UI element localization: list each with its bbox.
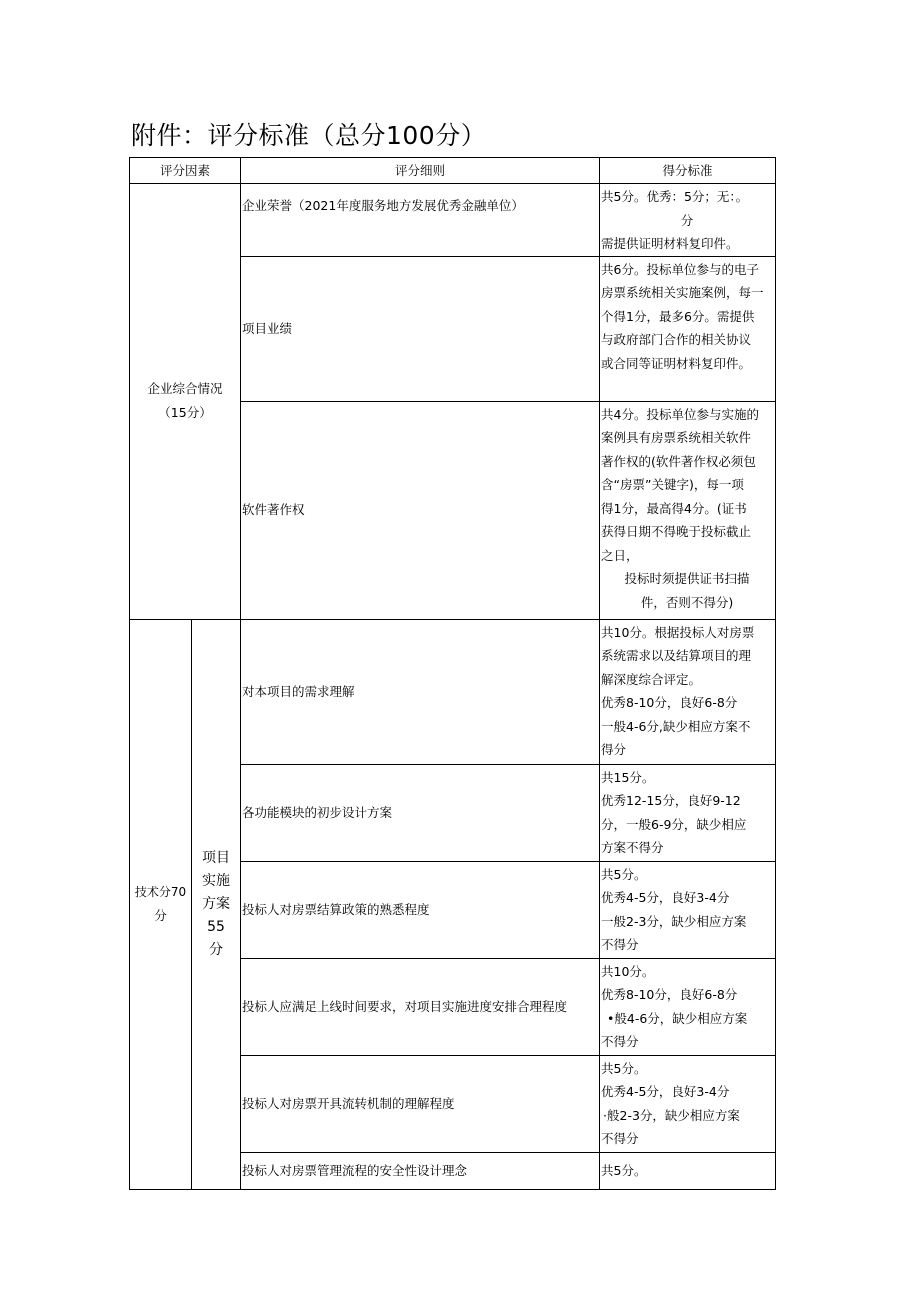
score-cell [600, 764, 776, 861]
subcategory-line: 方案 [202, 895, 230, 912]
score-line: 优秀4-5分，良好3-4分 [601, 1084, 730, 1099]
score-line: 或合同等证明材料复印件。 [601, 355, 752, 371]
header-standard: 得分标准 [600, 158, 776, 184]
score-line: 共4分。投标单位参与实施的 [601, 406, 759, 422]
score-line: 需提供证明材料复印件。 [601, 236, 739, 251]
detail-cell: 软件著作权 [241, 401, 600, 619]
detail-cell: 各功能模块的初步设计方案 [241, 764, 600, 861]
detail-cell: 对本项目的需求理解 [241, 619, 600, 764]
score-line: 房票系统相关实施案例，每一 [601, 285, 764, 300]
category-cell-enterprise [130, 184, 241, 620]
detail-cell: 投标人对房票开具流转机制的理解程度 [241, 1055, 600, 1152]
score-line: 得分 [601, 742, 627, 757]
category-label: 企业综合情况 [147, 381, 223, 397]
score-cell [600, 861, 776, 958]
detail-cell: 投标人对房票管理流程的安全性设计理念 [241, 1152, 600, 1189]
score-line: 投标时须提供证书扫描 [624, 571, 750, 586]
table-row [130, 184, 776, 257]
scoring-table [129, 157, 776, 1190]
score-cell [600, 958, 776, 1055]
page-title: 附件：评分标准（总分100分） [131, 121, 487, 150]
score-line: 系统需求以及结算项目的理 [601, 648, 752, 663]
score-line: 优秀12-15分，良好9-12 [601, 793, 741, 808]
score-line: 分，一般6-9分，缺少相应 [601, 816, 747, 832]
score-line: 案例具有房票系统相关软件 [601, 430, 752, 445]
score-line: 优秀8-10分，良好6-8分 [601, 987, 738, 1002]
score-line: 含“房票”关键字)，每一项 [601, 477, 744, 492]
subcategory-line: 项目 [202, 849, 230, 866]
category-unit: 分 [154, 908, 167, 923]
score-line: 一般4-6分,缺少相应方案不 [601, 718, 751, 734]
category-cell-technical [130, 619, 192, 1189]
score-cell [600, 1055, 776, 1152]
score-line: 著作权的(软件著作权必须包 [601, 453, 756, 469]
subcategory-line: 55 [207, 918, 225, 935]
score-line: 共10分。根据投标人对房票 [601, 624, 755, 640]
detail-cell: 投标人对房票结算政策的熟悉程度 [241, 861, 600, 958]
score-cell [600, 401, 776, 619]
score-line: 共5分。优秀：5分；无：。 [601, 189, 749, 204]
score-line: 共15分。 [601, 769, 655, 785]
score-line: 不得分 [601, 1131, 639, 1146]
score-line: 共6分。投标单位参与的电子 [601, 261, 759, 277]
score-line: 共5分。 [601, 866, 647, 882]
header-factor: 评分因素 [130, 158, 241, 184]
score-line: 与政府部门合作的相关协议 [601, 332, 752, 347]
score-line: 共5分。 [601, 1060, 647, 1076]
score-line: 个得1分，最多6分。需提供 [601, 308, 755, 324]
score-line: 分 [680, 212, 694, 228]
score-line: 解深度综合评定。 [601, 671, 702, 687]
score-line: 一般2-3分，缺少相应方案 [601, 913, 747, 929]
score-line: •般4-6分，缺少相应方案 [607, 1010, 748, 1026]
score-line: 件，否则不得分) [640, 594, 734, 610]
score-line: 获得日期不得晚于投标截止 [601, 524, 752, 539]
table-row [130, 619, 776, 764]
subcategory-line: 分 [209, 941, 223, 958]
score-line: 不得分 [601, 1034, 639, 1049]
score-line: 共10分。 [601, 963, 655, 979]
category-label: 技术分70 [134, 885, 187, 899]
score-cell [600, 184, 776, 257]
detail-cell: 企业荣誉（2021年度服务地方发展优秀金融单位） [241, 184, 600, 257]
header-row [130, 158, 776, 184]
score-line: 方案不得分 [601, 840, 664, 855]
score-cell [600, 1152, 776, 1189]
score-cell [600, 256, 776, 401]
score-cell [600, 619, 776, 764]
score-line: 之日， [601, 547, 639, 563]
score-line: 优秀8-10分，良好6-8分 [601, 695, 738, 710]
detail-cell: 项目业绩 [241, 256, 600, 401]
score-line: 不得分 [601, 937, 639, 952]
detail-cell: 投标人应满足上线时间要求，对项目实施进度安排合理程度 [241, 958, 600, 1055]
category-score: （15分） [158, 405, 212, 421]
score-line: 共5分。 [601, 1163, 647, 1179]
subcategory-cell [192, 619, 241, 1189]
subcategory-line: 实施 [202, 872, 230, 889]
header-detail: 评分细则 [241, 158, 600, 184]
score-line: ·般2-3分，缺少相应方案 [603, 1107, 740, 1123]
score-line: 优秀4-5分，良好3-4分 [601, 890, 730, 905]
score-line: 得1分，最高得4分。(证书 [601, 500, 747, 516]
